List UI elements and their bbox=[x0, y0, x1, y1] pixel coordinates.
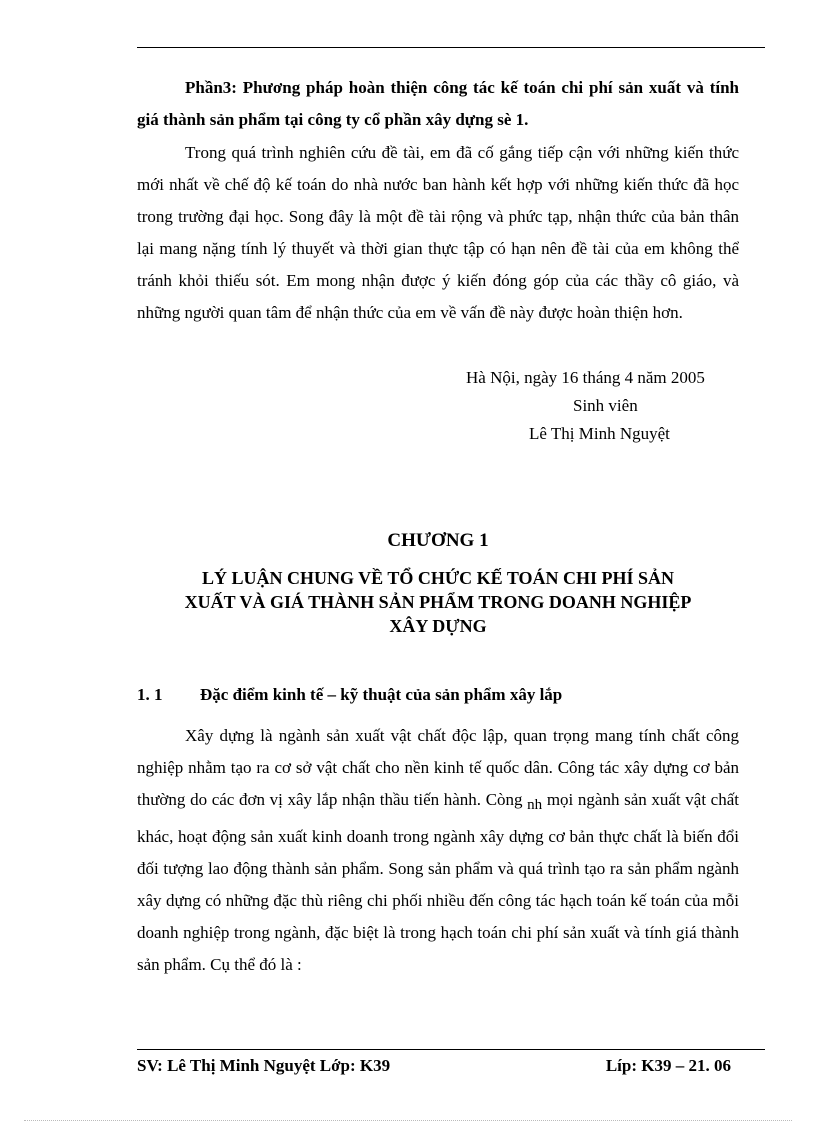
footer-rule bbox=[137, 1049, 765, 1050]
chapter-subtitle-line-2: XUẤT VÀ GIÁ THÀNH SẢN PHẨM TRONG DOANH NGHIỆP bbox=[184, 592, 692, 612]
signature-name: Lê Thị Minh Nguyệt bbox=[529, 424, 670, 443]
section-title: Đặc điểm kinh tế – kỹ thuật của sản phẩm xây lắp bbox=[200, 685, 563, 704]
paragraph-2-subscript: nh bbox=[527, 797, 543, 813]
signature-role: Sinh viên bbox=[573, 396, 638, 415]
intro-heading: Phần3: Phương pháp hoàn thiện công tác kế toán chi phí sản xuất và tính giá thành sản phẩm tại công ty cổ phần xây dựng sè 1. bbox=[137, 78, 739, 129]
section-heading bbox=[137, 682, 562, 708]
paragraph-2-part-2: mọi ngành sản xuất vật chất khác, hoạt động sản xuất kinh doanh trong ngành xây dựng cơ bản thực chất là biến đổi đối tượng lao động thành sản phẩm. Song sản phẩm và quá trình tạo ra sản phẩm ngành xây dựng có những đặc thù riêng chi phối nhiều đến công tác hạch toán kế toán của mỗi doanh nghiệp trong ngành, đặc biệt là trong hạch toán chi phí sản xuất và tính giá thành sản phẩm. Cụ thể đó là : bbox=[137, 790, 739, 974]
intro-heading-block bbox=[137, 72, 739, 136]
footer-class-info: Líp: K39 – 21. 06 bbox=[605, 1056, 731, 1075]
page-edge-divider bbox=[24, 1120, 792, 1121]
header-rule bbox=[137, 47, 765, 48]
chapter-title: CHƯƠNG 1 bbox=[387, 530, 489, 551]
signature-date: Hà Nội, ngày 16 tháng 4 năm 2005 bbox=[466, 368, 705, 387]
footer-student-info: SV: Lê Thị Minh Nguyệt Lớp: K39 bbox=[137, 1056, 391, 1075]
paragraph-1: Trong quá trình nghiên cứu đề tài, em đã cố gắng tiếp cận với những kiến thức mới nhất về chế độ kế toán do nhà nước ban hành kết hợp với những kiến thức đã học trong trường đại học. Song đây là một đề tài rộng và phức tạp, nhận thức của bản thân lại mang nặng tính lý thuyết và thời gian thực tập có hạn nên đề tài của em không thể tránh khỏi thiếu sót. Em mong nhận được ý kiến đóng góp của các thầy cô giáo, và những người quan tâm để nhận thức của em về vấn đề này được hoàn thiện hơn. bbox=[137, 143, 739, 322]
chapter-subtitle bbox=[137, 566, 739, 638]
paragraph-2 bbox=[137, 720, 739, 981]
chapter-subtitle-line-1: LÝ LUẬN CHUNG VỀ TỔ CHỨC KẾ TOÁN CHI PHÍ SẢN bbox=[201, 568, 675, 588]
paragraph-2-part-1: Xây dựng là ngành sản xuất vật chất độc lập, quan trọng mang tính chất công nghiệp nhằm tạo ra cơ sở vật chất cho nền kinh tế quốc dân. Công tác xây dựng cơ bản thường do các đơn vị xây lắp nhận thầu tiến hành. Còng bbox=[137, 726, 739, 809]
chapter-subtitle-line-3: XÂY DỰNG bbox=[389, 616, 487, 636]
paragraph-1-block bbox=[137, 137, 739, 329]
paragraph-2-block bbox=[137, 720, 739, 981]
section-number: 1. 1 bbox=[137, 685, 163, 704]
